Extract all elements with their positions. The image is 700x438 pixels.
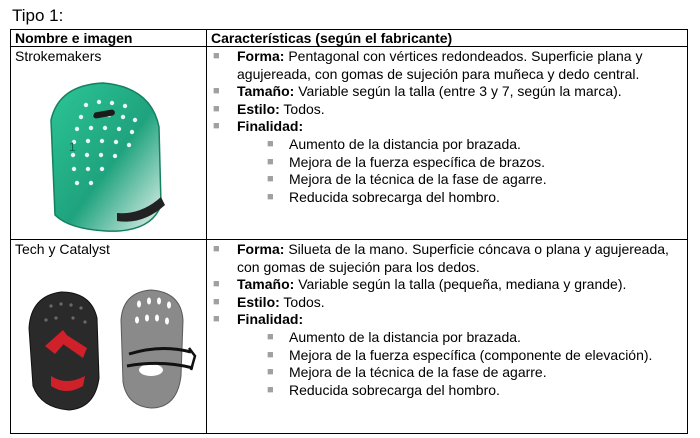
paddles-table [10,29,688,434]
table-header-row [11,30,688,47]
table-caption: Tipo 1: [12,6,64,25]
square-bullet-icon: ■ [213,85,220,98]
list-item: ■ Finalidad: ■ Aumento de la distancia por brazada. ■ Mejora de la fuerza específica de brazos. ■ Mejora de la técnica de la fase de agarre. ■ Reducida sobrecarga del hombro. [211,118,681,206]
header-characteristics: Características (según el fabricante) [207,30,688,47]
tech-catalyst-image [11,258,206,428]
list-item: ■ Reducida sobrecarga del hombro. [267,381,500,398]
square-bullet-icon: ■ [213,102,220,115]
square-bullet-icon: ■ [267,330,274,343]
square-bullet-icon: ■ [267,366,274,379]
paddle-number: 1 [69,140,76,154]
list-item: ■ Reducida sobrecarga del hombro. [267,188,500,205]
product-name: Tech y Catalyst [15,241,110,257]
list-item: ■ Aumento de la distancia por brazada. [267,135,521,152]
list-item: ■ Tamaño: Variable según la talla (entre 3 y 7, según la marca). [213,83,622,100]
square-bullet-icon: ■ [213,313,220,326]
strokemakers-paddle-illustration [11,65,201,235]
characteristics-list [207,47,687,206]
finalidad-list [237,329,681,399]
product-name: Strokemakers [15,48,102,64]
header-name-image: Nombre e imagen [11,30,207,47]
list-item: ■ Forma: Pentagonal con vértices redondeados. Superficie plana y agujereada, con gomas de sujeción para muñeca y dedo central. [213,48,643,82]
square-bullet-icon: ■ [267,173,274,186]
list-item: ■ Estilo: Todos. [213,293,325,310]
table-row [11,47,688,240]
list-item: ■ Finalidad: ■ Aumento de la distancia por brazada. ■ Mejora de la fuerza específica (componente de elevación). ■ Mejora de la técnica de la fase de agarre. ■ Reducida sobrecarga del hombro. [211,311,681,399]
list-item: ■ Mejora de la técnica de la fase de agarre. [267,171,547,188]
list-item: ■ Mejora de la técnica de la fase de agarre. [267,364,547,381]
square-bullet-icon: ■ [213,120,220,133]
table-row [11,240,688,434]
name-cell [11,240,207,434]
square-bullet-icon: ■ [267,348,274,361]
strokemakers-image [11,65,206,235]
list-item: ■ Mejora de la fuerza específica (componente de elevación). [267,346,653,363]
square-bullet-icon: ■ [213,295,220,308]
characteristics-list [207,240,687,399]
name-cell [11,47,207,240]
square-bullet-icon: ■ [213,50,220,62]
finalidad-list [237,136,681,206]
list-item: ■ Mejora de la fuerza específica de brazos. [267,153,546,170]
list-item: ■ Estilo: Todos. [213,100,325,117]
list-item: ■ Forma: Silueta de la mano. Superficie cóncava o plana y agujereada, con gomas de sujeción para los dedos. [213,241,669,275]
square-bullet-icon: ■ [267,383,274,396]
tech-catalyst-paddles-illustration [11,258,201,428]
square-bullet-icon: ■ [213,278,220,291]
square-bullet-icon: ■ [213,243,220,255]
square-bullet-icon: ■ [267,155,274,168]
characteristics-cell [207,47,688,240]
square-bullet-icon: ■ [267,190,274,203]
square-bullet-icon: ■ [267,137,274,150]
characteristics-cell [207,240,688,434]
list-item: ■ Tamaño: Variable según la talla (pequeña, mediana y grande). [213,276,627,293]
list-item: ■ Aumento de la distancia por brazada. [267,328,521,345]
